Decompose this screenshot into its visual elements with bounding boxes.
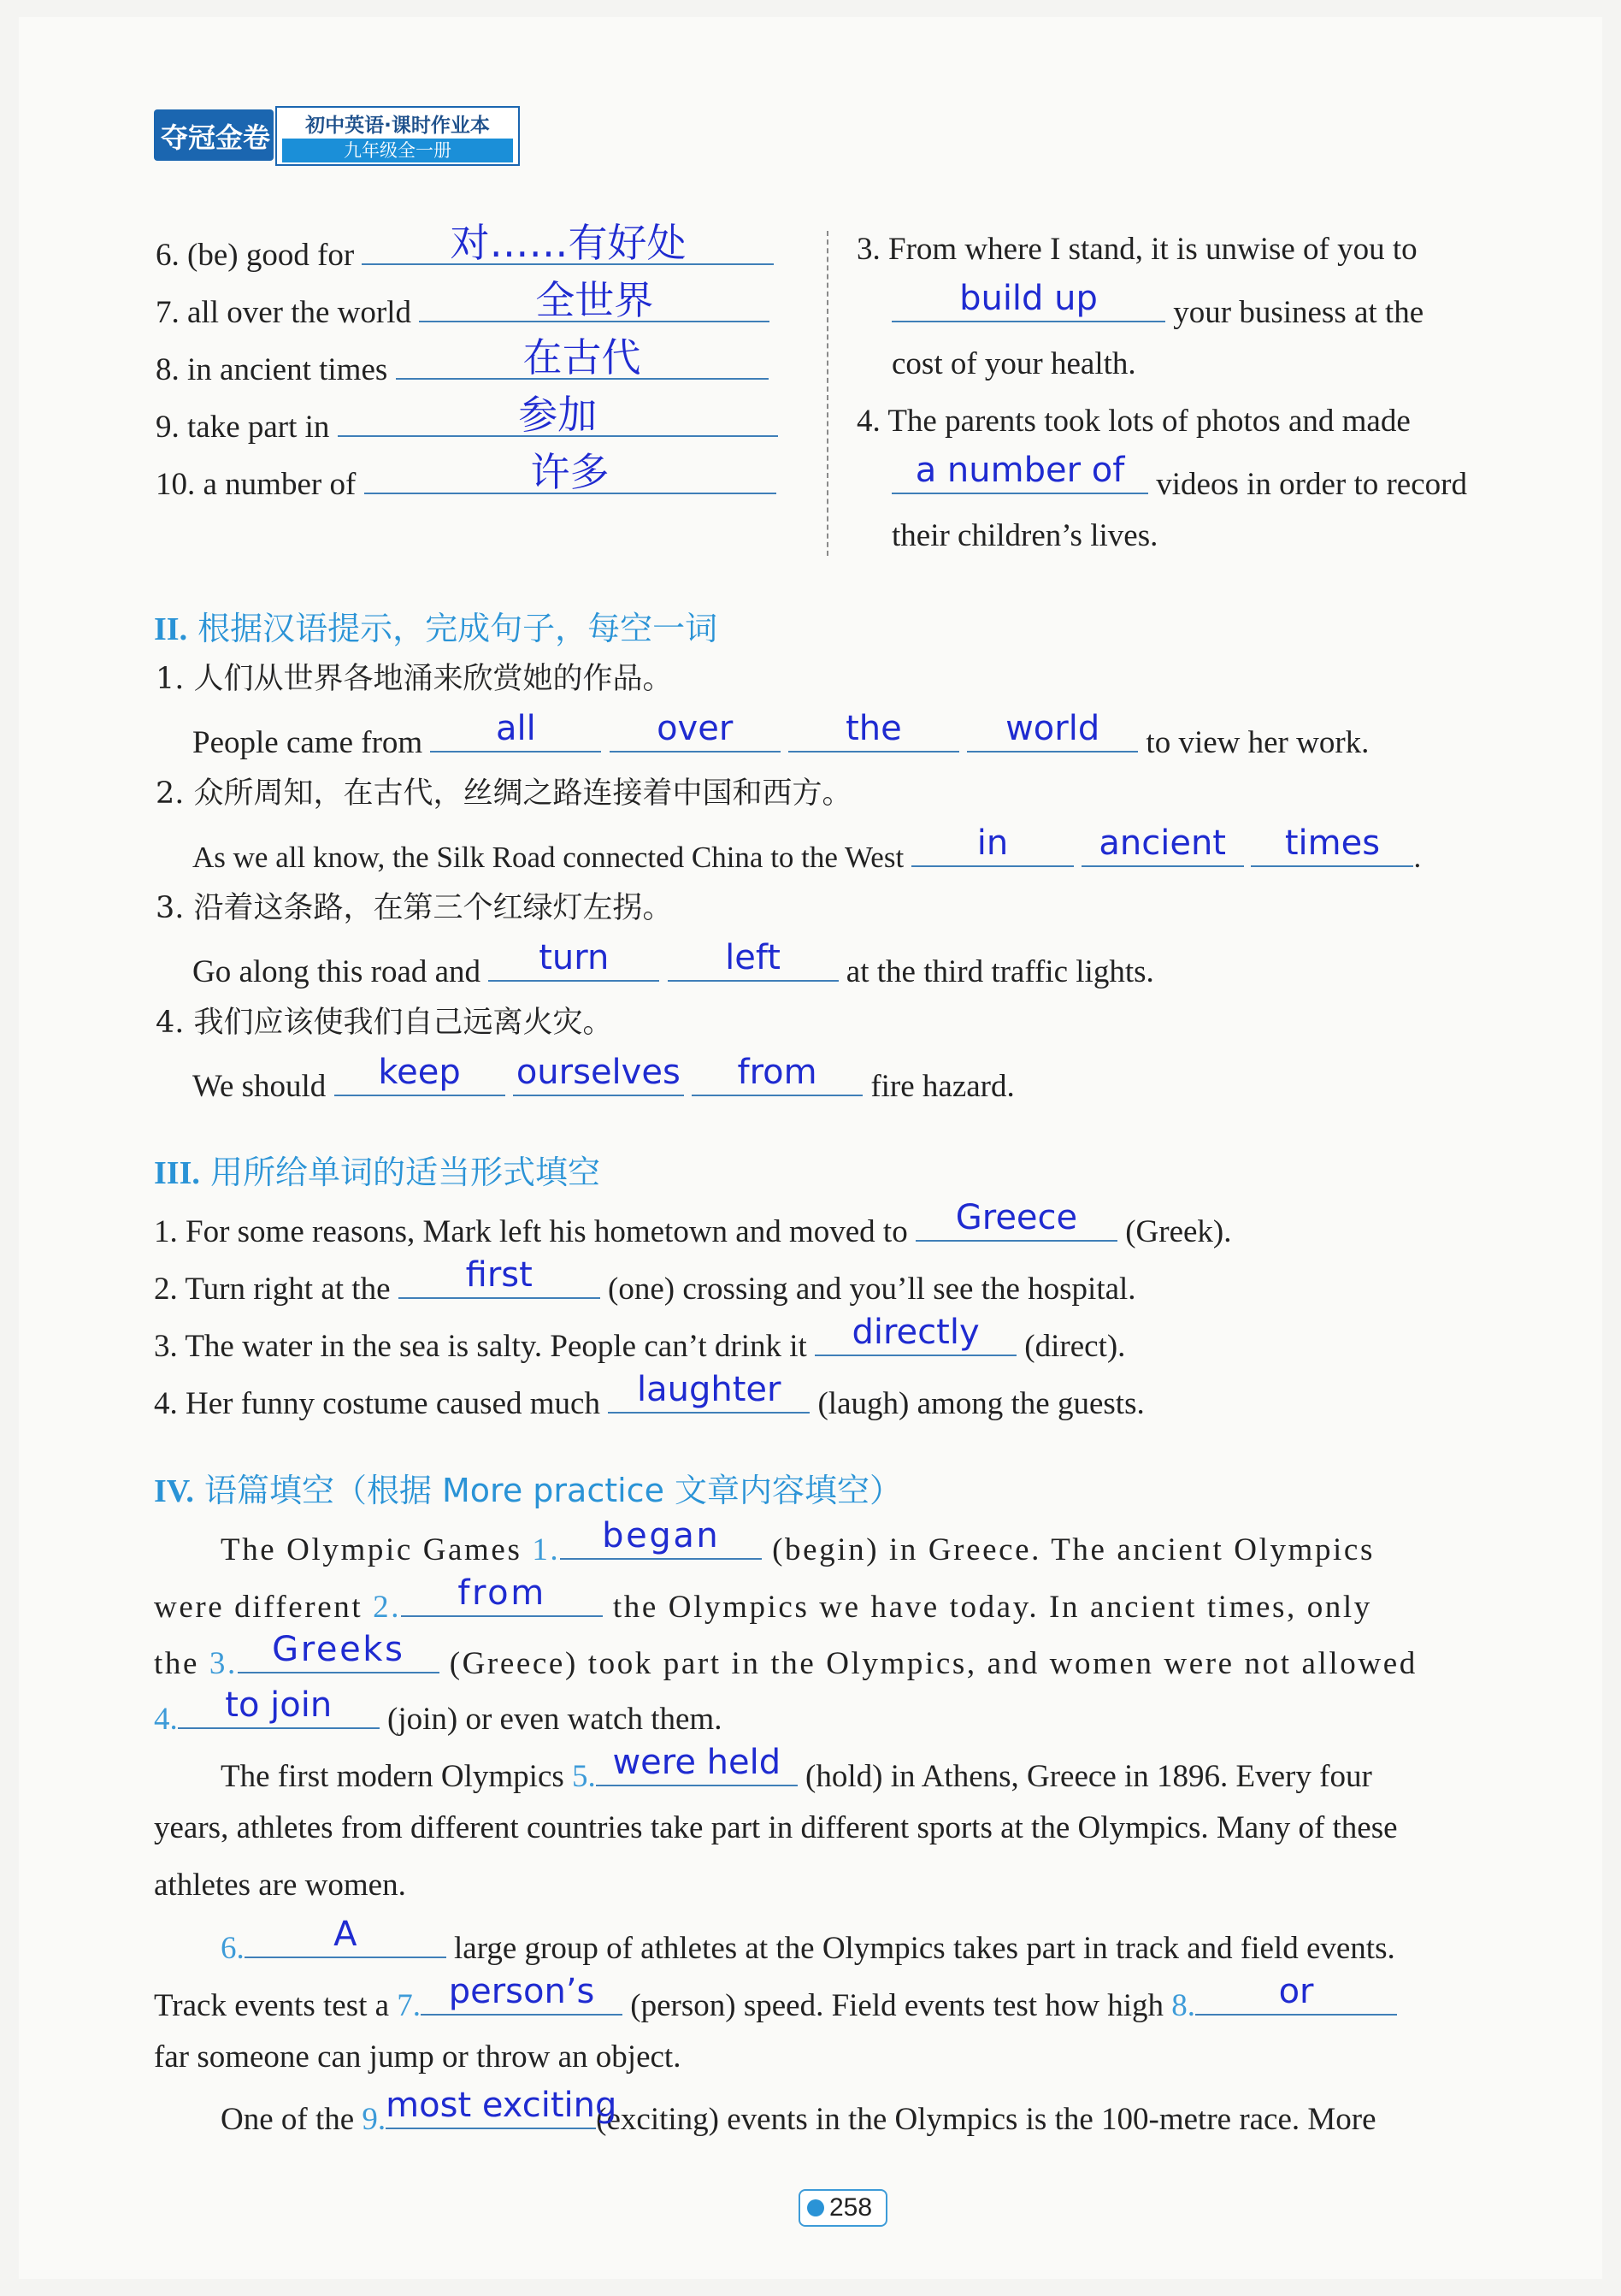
fill-item: 4. Her funny costume caused much laughter (laugh) among the guests. [154, 1370, 1145, 1421]
passage-line: 4. to join (join) or even watch them. [154, 1685, 722, 1737]
passage-line: Track events test a 7. person’s (person) speed. Field events test how high 8. or [154, 1981, 1397, 2025]
answer-blank[interactable]: 参加 [518, 392, 598, 438]
sentence-q3-line1: 3. From where I stand, it is unwise of you to [857, 232, 1418, 267]
answer-blank[interactable]: world [1005, 709, 1100, 748]
passage-line: far someone can jump or throw an object. [154, 2039, 681, 2075]
brand-logo [154, 109, 274, 161]
answer-blank[interactable]: a number of [915, 451, 1125, 490]
answer-blank[interactable]: first [465, 1255, 533, 1295]
answer-blank[interactable]: keep [378, 1053, 461, 1092]
book-title: 初中英语·课时作业本 [305, 115, 490, 137]
answer-blank[interactable]: turn [539, 938, 610, 977]
book-title-box [275, 106, 520, 166]
answer-blank[interactable]: from [737, 1053, 817, 1092]
page-number: 258 [799, 2189, 887, 2227]
book-subtitle: 九年级全一册 [282, 139, 513, 162]
answer-blank[interactable]: directly [852, 1313, 980, 1352]
en-sentence: As we all know, the Silk Road connected China to the West in ancient times . [192, 823, 1422, 874]
answer-blank[interactable]: in [976, 823, 1009, 863]
answer-blank[interactable]: the [846, 709, 902, 748]
passage-line: athletes are women. [154, 1868, 406, 1903]
answer-blank[interactable]: were held [612, 1743, 781, 1782]
answer-blank[interactable]: ancient [1099, 823, 1226, 863]
sentence-q4-line2: a number of videos in order to record [892, 460, 1467, 504]
answer-blank[interactable]: or [1278, 1972, 1314, 2011]
section-4-title: IV. 语篇填空（根据 More practice 文章内容填空） [154, 1472, 903, 1509]
sentence-q4-line3: their children’s lives. [892, 518, 1158, 553]
passage-line: the 3. Greeks (Greece) took part in the Olympics, and women were not allowed [154, 1630, 1418, 1681]
fill-item: 3. The water in the sea is salty. People can’t drink it directly (direct). [154, 1313, 1126, 1364]
fill-item: 2. Turn right at the first (one) crossing and you’ll see the hospital. [154, 1255, 1136, 1307]
section-3-title: III. 用所给单词的适当形式填空 [154, 1154, 600, 1191]
en-sentence: We should keep ourselves from fire hazard. [192, 1053, 1015, 1104]
brand-logo-text: 夺冠金卷 [161, 121, 271, 154]
answer-blank[interactable]: 全世界 [535, 277, 654, 323]
answer-blank[interactable]: build up [959, 279, 1098, 318]
cn-prompt: 2. 众所周知，在古代，丝绸之路连接着中国和西方。 [156, 776, 852, 811]
answer-blank[interactable]: Greeks [272, 1630, 405, 1669]
answer-blank[interactable]: 在古代 [522, 334, 641, 381]
answer-blank[interactable]: laughter [636, 1370, 781, 1409]
phrase-item: 10. a number of 许多 [156, 460, 776, 504]
passage-line: 6. A large group of athletes at the Olympics takes part in track and field events. [221, 1915, 1395, 1966]
answer-blank[interactable]: most exciting [386, 2086, 617, 2125]
answer-blank[interactable]: from [457, 1573, 546, 1613]
answer-blank[interactable]: A [333, 1915, 357, 1954]
page-dot-icon [807, 2199, 824, 2216]
answer-blank[interactable]: over [657, 709, 734, 748]
phrase-item: 7. all over the world 全世界 [156, 288, 769, 332]
column-divider [827, 231, 828, 556]
answer-blank[interactable]: to join [225, 1685, 333, 1725]
cn-prompt: 1. 人们从世界各地涌来欣赏她的作品。 [156, 662, 673, 696]
en-sentence: Go along this road and turn left at the third traffic lights. [192, 938, 1154, 989]
sentence-q4-line1: 4. The parents took lots of photos and made [857, 404, 1411, 439]
answer-blank[interactable]: times [1284, 823, 1381, 863]
phrase-item: 8. in ancient times 在古代 [156, 345, 769, 389]
passage-line: years, athletes from different countries take part in different sports at the Olympics. Many of these [154, 1810, 1398, 1845]
phrase-item: 9. take part in 参加 [156, 403, 778, 446]
answer-blank[interactable]: 许多 [530, 449, 610, 495]
sentence-q3-line3: cost of your health. [892, 346, 1136, 381]
cn-prompt: 4. 我们应该使我们自己远离火灾。 [156, 1006, 613, 1040]
passage-line: One of the 9. most exciting (exciting) events in the Olympics is the 100-metre race. More [221, 2086, 1376, 2137]
sentence-q3-line2: build up your business at the [892, 288, 1424, 332]
answer-blank[interactable]: began [602, 1516, 721, 1555]
answer-blank[interactable]: 对……有好处 [450, 220, 687, 266]
answer-blank[interactable]: person’s [448, 1972, 595, 2011]
en-sentence: People came from all over the world to view her work. [192, 709, 1370, 760]
passage-line: The Olympic Games 1. began (begin) in Greece. The ancient Olympics [221, 1516, 1375, 1567]
answer-blank[interactable]: all [496, 709, 536, 748]
answer-blank[interactable]: ourselves [516, 1053, 681, 1092]
answer-blank[interactable]: left [725, 938, 781, 977]
passage-line: were different 2. from the Olympics we have today. In ancient times, only [154, 1573, 1372, 1625]
fill-item: 1. For some reasons, Mark left his hometown and moved to Greece (Greek). [154, 1198, 1232, 1249]
cn-prompt: 3. 沿着这条路，在第三个红绿灯左拐。 [156, 891, 673, 925]
phrase-item: 6. (be) good for 对……有好处 [156, 231, 774, 274]
passage-line: The first modern Olympics 5. were held (hold) in Athens, Greece in 1896. Every four [221, 1743, 1372, 1794]
answer-blank[interactable]: Greece [955, 1198, 1078, 1237]
section-2-title: II. 根据汉语提示，完成句子，每空一词 [154, 610, 718, 647]
